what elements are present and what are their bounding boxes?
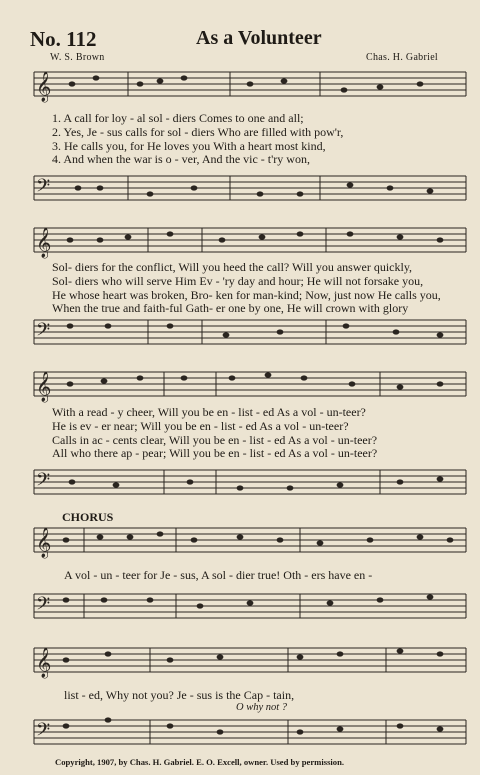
verse-1-line-2: Sol- diers for the conflict, Will you heed the call? Will you answer quickly, xyxy=(52,260,413,274)
chorus-echo: O why not ? xyxy=(236,702,288,713)
composer-credit: Chas. H. Gabriel xyxy=(366,52,439,63)
svg-text:𝄞: 𝄞 xyxy=(36,372,52,401)
bass-staff-chorus-1 xyxy=(0,586,480,636)
hymn-number: No. 112 xyxy=(30,27,97,51)
svg-text:𝄢: 𝄢 xyxy=(36,319,51,344)
verse-3-line-3: Calls in ac - cents clear, Will you be en - list - ed As a vol - un-teer? xyxy=(52,432,378,447)
svg-text:𝄞: 𝄞 xyxy=(36,72,52,101)
verses-line-group-2 xyxy=(52,261,441,316)
chorus-label: CHORUS xyxy=(62,510,114,524)
chorus-line-2: list - ed, Why not you? Je - sus is the Cap - tain, xyxy=(64,688,295,702)
svg-text:𝄢: 𝄢 xyxy=(36,175,51,200)
verse-4-line-2: When the true and faith-ful Gath- er one by one, He will crown with glory xyxy=(52,301,409,316)
treble-staff-chorus-2 xyxy=(0,640,480,690)
verse-4-line-1: 4. And when the war is o - ver, And the vic - t'ry won, xyxy=(52,152,310,167)
verses-line-group-1 xyxy=(52,112,343,167)
bass-staff-system-2 xyxy=(0,312,480,362)
hymn-title: As a Volunteer xyxy=(196,27,322,49)
chorus-line-1: A vol - un - teer for Je - sus, A sol - dier true! Oth - ers have en - xyxy=(64,568,373,582)
verse-2-line-3: He is ev - er near; Will you be en - list - ed As a vol - un-teer? xyxy=(52,418,349,433)
verses-line-group-3 xyxy=(52,406,377,461)
svg-text:𝄢: 𝄢 xyxy=(36,469,51,494)
verse-2-line-2: Sol- diers who will serve Him Ev - 'ry day and hour; He will not forsake you, xyxy=(52,273,424,288)
verse-2-line-1: 2. Yes, Je - sus calls for sol - diers Who are filled with pow'r, xyxy=(52,124,344,139)
treble-staff-system-1 xyxy=(0,64,480,114)
verse-1-line-1: 1. A call for loy - al sol - diers Comes to one and all; xyxy=(52,111,304,125)
bass-staff-chorus-2 xyxy=(0,712,480,758)
svg-text:𝄞: 𝄞 xyxy=(36,648,52,677)
verse-1-line-3: With a read - y cheer, Will you be en - list - ed As a vol - un-teer? xyxy=(52,405,366,419)
verse-3-line-1: 3. He calls you, for He loves you With a heart most kind, xyxy=(52,138,326,153)
copyright-notice: Copyright, 1907, by Chas. H. Gabriel. E. O. Excell, owner. Used by permission. xyxy=(55,757,345,767)
svg-text:𝄞: 𝄞 xyxy=(36,528,52,557)
svg-text:𝄞: 𝄞 xyxy=(36,228,52,257)
verse-3-line-2: He whose heart was broken, Bro- ken for man-kind; Now, just now He calls you, xyxy=(52,287,441,302)
bass-staff-system-3 xyxy=(0,462,480,512)
author-credit: W. S. Brown xyxy=(50,52,105,63)
verse-4-line-3: All who there ap - pear; Will you be en - list - ed As a vol - un-teer? xyxy=(52,446,378,461)
svg-text:𝄢: 𝄢 xyxy=(36,593,51,618)
svg-text:𝄢: 𝄢 xyxy=(36,719,51,744)
bass-staff-system-1 xyxy=(0,168,480,218)
treble-staff-chorus-1 xyxy=(0,520,480,570)
